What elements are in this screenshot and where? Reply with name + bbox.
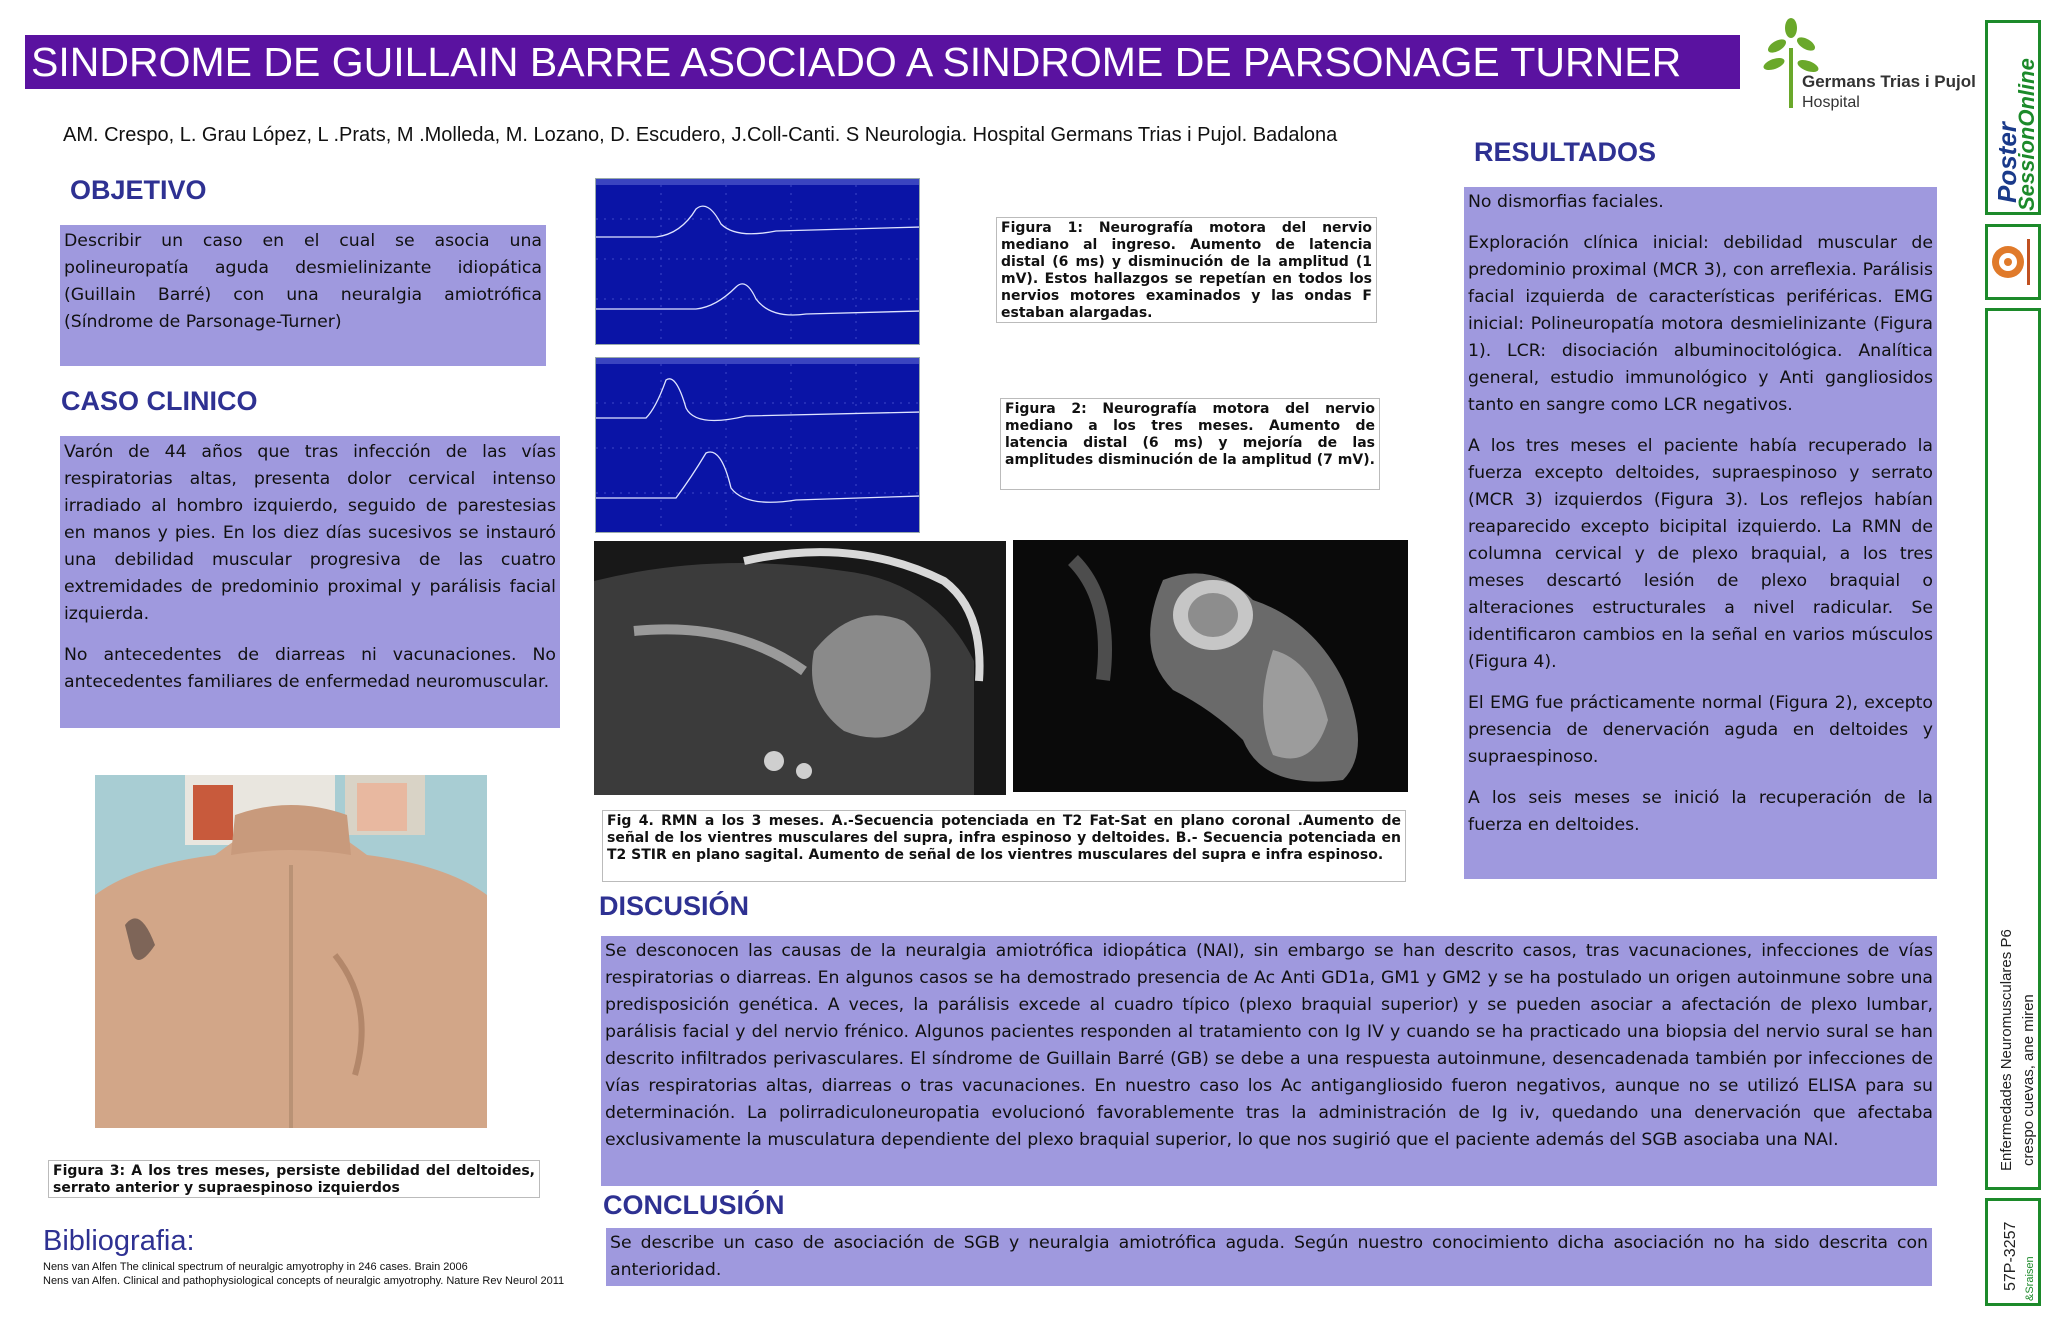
objetivo-box — [60, 225, 546, 366]
figure4b-mri — [1013, 540, 1408, 792]
conclusion-box — [606, 1228, 1932, 1286]
discusion-box — [601, 936, 1937, 1186]
figure3-caption: Figura 3: A los tres meses, persiste debilidad del deltoides, serrato anterior y supraespinoso izquierdos — [48, 1160, 540, 1198]
caso-p1: Varón de 44 años que tras infección de las vías respiratorias altas, presenta dolor cervical intenso irradiado al hombro izquierdo, seguido de parestesias en manos y pies. En los diez días sucesivos se instauró una debilidad muscular progresiva de las cuatro extremidades de predominio proximal y parálisis facial izquierda. — [64, 442, 556, 624]
figure4-caption: Fig 4. RMN a los 3 meses. A.-Secuencia potenciada en T2 Fat-Sat en plano coronal .Aumento de señal de los vientres musculares del supra, infra espinoso y deltoides. B.- Secuencia potenciada en T2 STIR en plano sagital. Aumento de señal de los vientres musculares del supra e infra espinoso. — [602, 810, 1406, 882]
footer-brand: &Sraisen — [2024, 1256, 2036, 1301]
authors: AM. Crespo, L. Grau López, L .Prats, M .Molleda, M. Lozano, D. Escudero, J.Coll-Canti. S Neurologia. Hospital Germans Trias i Pujol. Badalona — [63, 124, 1338, 146]
figure2-caption: Figura 2: Neurografía motora del nervio mediano a los tres meses. Aumento de latencia distal (6 ms) y mejoría de las amplitudes disminución de la amplitud (7 mV). — [1000, 398, 1380, 490]
poster-code: 57P-3257 — [2002, 1221, 2019, 1291]
bibliografia-ref: Nens van Alfen. Clinical and pathophysiological concepts of neuralgic amyotrophy. Nature Rev Neurol 2011 — [43, 1275, 565, 1287]
figure1-emg — [595, 178, 920, 345]
logo-line2: Hospital — [1802, 94, 1860, 111]
objetivo-text: Describir un caso en el cual se asocia una polineuropatía aguda desmielinizante idiopática (Guillain Barré) con una neuralgia amiotrófica (Síndrome de Parsonage-Turner) — [64, 231, 542, 332]
resultados-p3: A los tres meses el paciente había recuperado la fuerza excepto deltoides, supraespinoso y serrato (MCR 3) izquierdos (Figura 3). Los reflejos habían reaparecido excepto bicipital izquierdo. La RMN de columna cervical y de plexo braquial, a los tres meses descartó lesión de plexo braquial o alteraciones estructurales a nivel radicular. Se identificaron cambios en la señal en varios músculos (Figura 4). — [1468, 436, 1933, 672]
caso-box — [60, 436, 560, 728]
session-author: crespo cuevas, ane miren — [2020, 994, 2037, 1166]
resultados-p1: No dismorfias faciales. — [1468, 192, 1664, 212]
logo-line1: Germans Trias i Pujol — [1802, 72, 1976, 91]
brand-text-session: SessionOnline — [2014, 58, 2039, 211]
poster-session-brand — [1985, 20, 2041, 215]
discusion-heading: DISCUSIÓN — [599, 891, 750, 921]
bibliografia-ref: Nens van Alfen The clinical spectrum of neuralgic amyotrophy in 246 cases. Brain 2006 — [43, 1261, 468, 1273]
society-logo — [1985, 224, 2041, 300]
resultados-heading: RESULTADOS — [1474, 137, 1656, 167]
resultados-p5: A los seis meses se inició la recuperación de la fuerza en deltoides. — [1468, 788, 1933, 835]
figure1-caption: Figura 1: Neurografía motora del nervio mediano al ingreso. Aumento de latencia distal (6 ms) y disminución de la amplitud (1 mV). Estos hallazgos se repetían en todos los nervios motores examinados y las ondas F estaban alargadas. — [996, 217, 1377, 323]
poster-code-box — [1985, 1198, 2041, 1306]
caso-p2: No antecedentes de diarreas ni vacunaciones. No antecedentes familiares de enfermedad neuromuscular. — [64, 645, 556, 692]
conclusion-text: Se describe un caso de asociación de SGB y neuralgia amiotrófica aguda. Según nuestro conocimiento dicha asociación no ha sido descrita con anterioridad. — [610, 1233, 1928, 1280]
poster-title: SINDROME DE GUILLAIN BARRE ASOCIADO A SINDROME DE PARSONAGE TURNER — [25, 35, 1740, 89]
hospital-logo — [1762, 18, 1976, 118]
resultados-box — [1464, 187, 1937, 879]
discusion-text: Se desconocen las causas de la neuralgia amiotrófica idiopática (NAI), sin embargo se han descrito casos, tras vacunaciones, infecciones de vías respiratorias o diarreas. En algunos casos se ha demostrado presencia de Ac Anti GD1a, GM1 y GM2 y se ha postulado un origen autoinmune sobre una predisposición genética. A veces, la parálisis excede al cuadro típico (plexo braquial superior) y se pueden asociar a afectación de plexo lumbar, parálisis facial y del nervio frénico. Algunos pacientes responden al tratamiento con Ig IV y cuando se ha practicado una biopsia del nervio sural se han descrito infiltrados perivasculares. El síndrome de Guillain Barré (GB) se debe a una respuesta autoinmune, desencadenada también por infecciones de vías respiratorias altas, diarreas o tras vacunaciones. En nuestro caso los Ac antigangliosido fueron negativos, aunque no se utilizó ELISA para su determinación. La polirradiculoneuropatia evolucionó favorablemente tras la administración de Ig iv, quedando una denervación que afectaba exclusivamente la musculatura dependiente del plexo braquial superior, lo que nos sugirió que el paciente además del SGB asociaba una NAI. — [605, 941, 1933, 1150]
figure3-photo — [95, 775, 487, 1128]
caso-heading: CASO CLINICO — [61, 386, 258, 416]
figure4a-mri — [594, 541, 1006, 795]
resultados-p4: El EMG fue prácticamente normal (Figura 2), excepto presencia de denervación aguda en deltoides y supraespinoso. — [1468, 693, 1933, 767]
objetivo-heading: OBJETIVO — [70, 175, 207, 205]
session-category: Enfermedades Neuromusculares P6 — [1998, 929, 2015, 1171]
brand-text-poster: Poster — [1992, 122, 2022, 203]
bibliografia-heading: Bibliografia: — [43, 1225, 195, 1257]
society-logo-icon — [1988, 227, 2038, 297]
resultados-p2: Exploración clínica inicial: debilidad muscular de predominio proximal (MCR 3), con arreflexia. Parálisis facial izquierda de características periféricas. EMG inicial: Polineuropatía motora desmielinizante (Figura 1). LCR: disociación albuminocitológica. Analítica general, estudio immunológico y Anti gangliosidos tanto en sangre como LCR negativos. — [1468, 233, 1933, 415]
conclusion-heading: CONCLUSIÓN — [603, 1190, 785, 1220]
session-info — [1985, 308, 2041, 1190]
figure2-emg — [595, 357, 920, 533]
